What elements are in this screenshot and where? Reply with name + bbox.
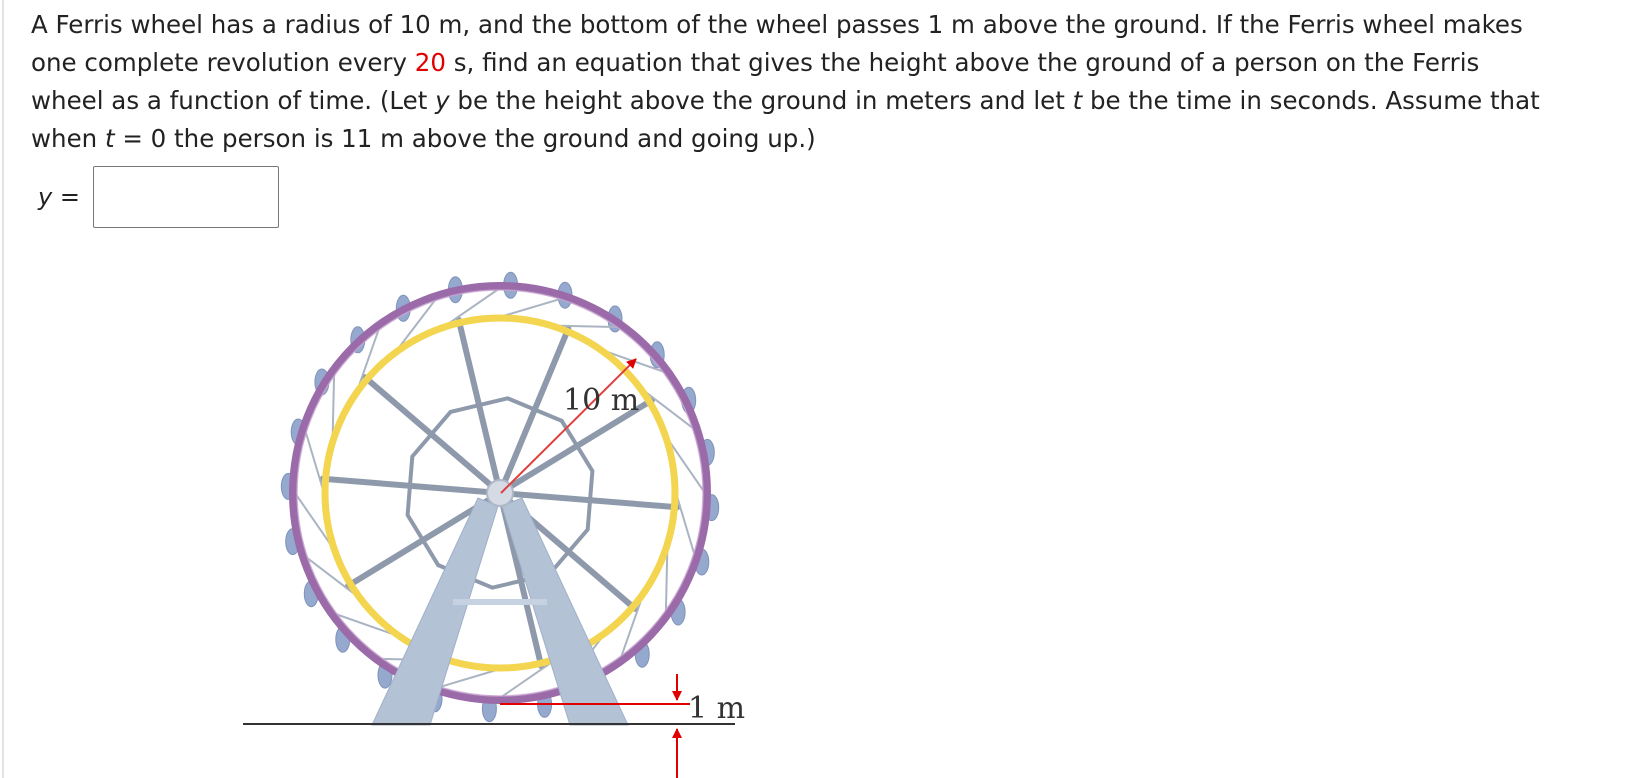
period-value: 20 bbox=[414, 48, 446, 77]
answer-input[interactable] bbox=[93, 166, 279, 228]
ferris-wheel-figure bbox=[230, 255, 770, 778]
clearance-label: 1 m bbox=[688, 691, 746, 726]
variable-t: t bbox=[104, 124, 115, 153]
brace bbox=[676, 493, 695, 556]
answer-row bbox=[38, 164, 279, 230]
left-border bbox=[2, 0, 4, 778]
question-line-3: wheel as a function of time. (Let y be the height above the ground in meters and let t be the time in seconds. Assume that bbox=[31, 86, 1540, 115]
radius-label: 10 m bbox=[563, 383, 640, 418]
answer-label: y = bbox=[38, 183, 80, 211]
variable-t: t bbox=[1072, 86, 1083, 115]
question-line-2: one complete revolution every 20 s, find an equation that gives the height above the ground of a person on the Ferris bbox=[31, 48, 1480, 77]
question-text bbox=[31, 6, 1631, 158]
variable-y: y bbox=[435, 86, 450, 115]
question-line-1: A Ferris wheel has a radius of 10 m, and the bottom of the wheel passes 1 m above the ground. If the Ferris wheel makes bbox=[31, 10, 1523, 39]
support-legs bbox=[372, 498, 628, 725]
question-line-4: when t = 0 the person is 11 m above the ground and going up.) bbox=[31, 124, 816, 153]
radius-arrow bbox=[501, 359, 636, 493]
brace bbox=[500, 298, 563, 317]
brace bbox=[305, 430, 324, 493]
